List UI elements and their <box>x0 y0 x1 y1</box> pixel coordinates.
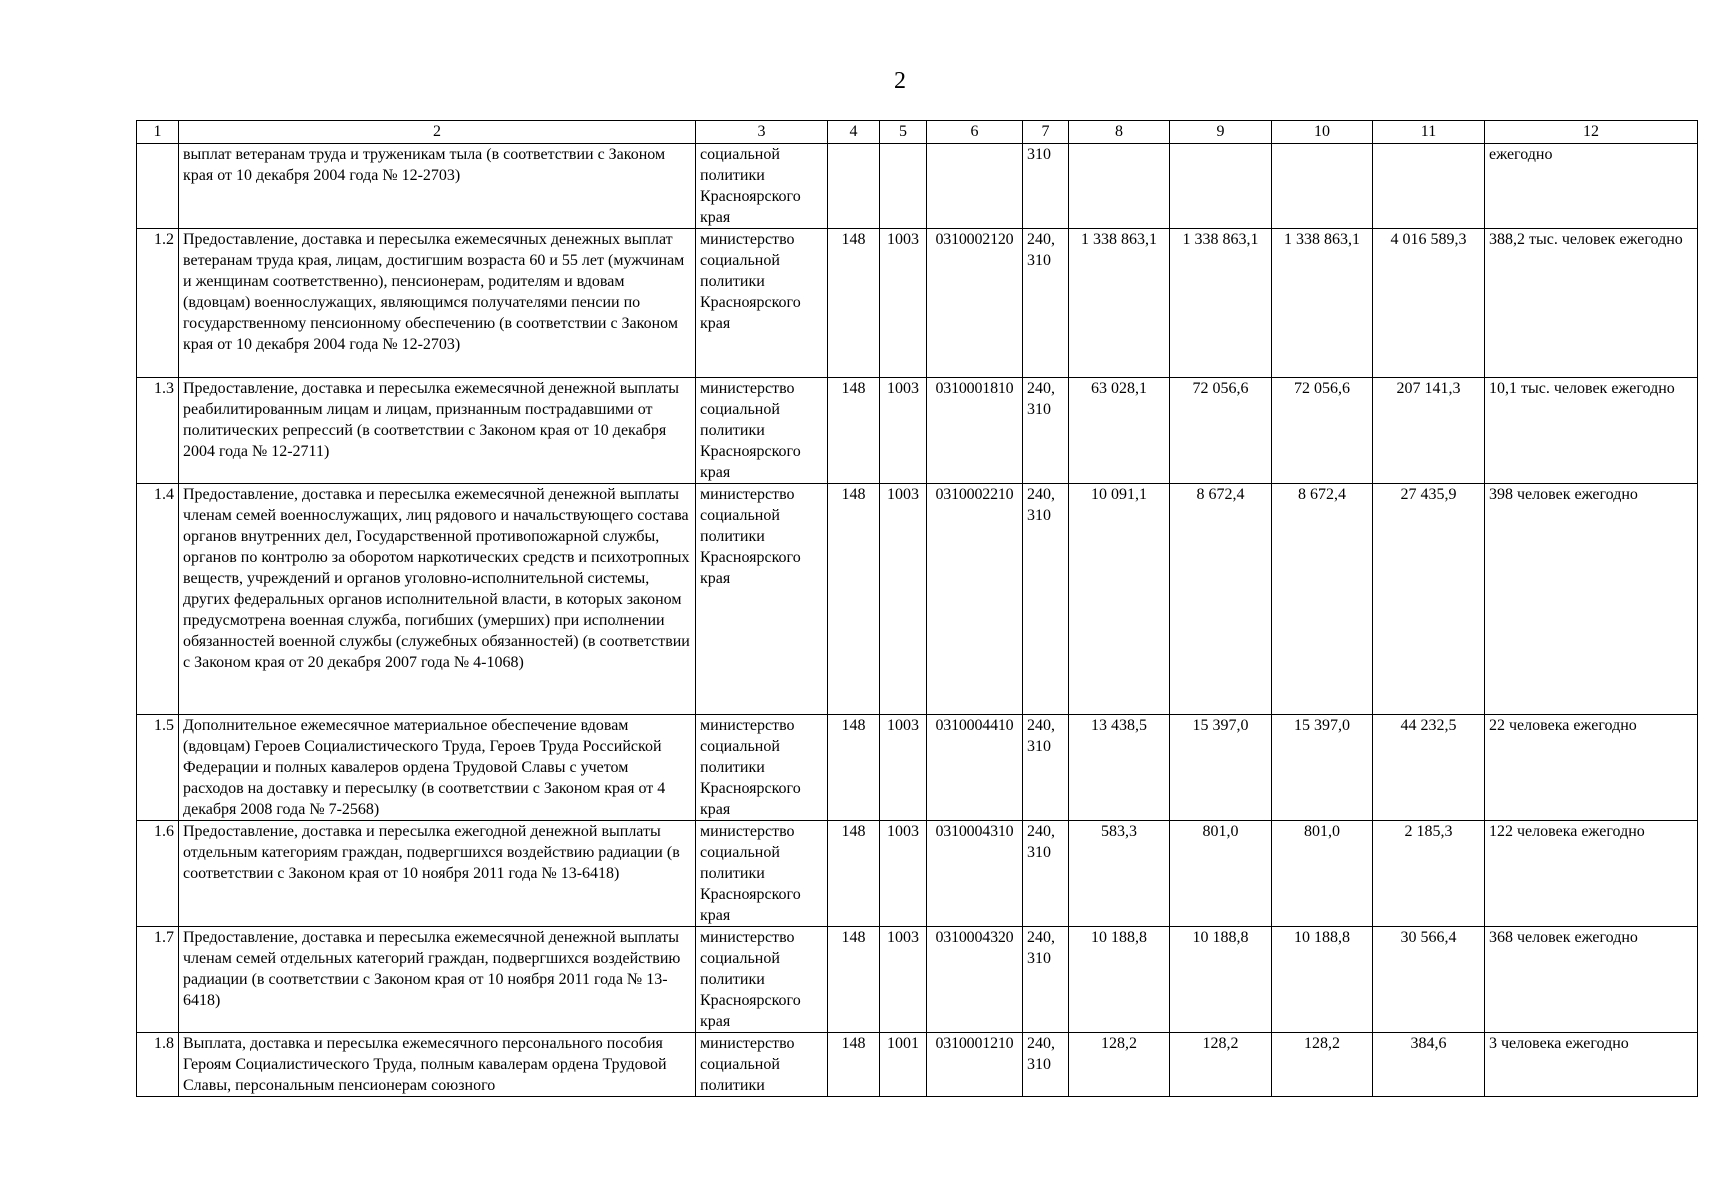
amount-year-3: 10 188,8 <box>1272 927 1373 1033</box>
grbs-code: 148 <box>828 821 880 927</box>
measure-description: Выплата, доставка и пересылка ежемесячного персонального пособия Героям Социалистического Труда, полным кавалерам ордена Трудовой Славы, персональным пенсионерам союзного <box>179 1033 696 1097</box>
measure-description: Дополнительное ежемесячное материальное обеспечение вдовам (вдовцам) Героев Социалистического Труда, Героев Труда Российской Федерации и полных кавалеров ордена Трудовой Славы с учетом расходов на доставку и пересылку (в соответствии с Законом края от 4 декабря 2008 года № 7-2568) <box>179 715 696 821</box>
row-number <box>137 144 179 229</box>
table-row <box>137 927 1698 1033</box>
amount-total: 384,6 <box>1373 1033 1485 1097</box>
measure-description: Предоставление, доставка и пересылка ежегодной денежной выплаты отдельным категориям граждан, подвергшихся воздействию радиации (в соответствии с Законом края от 10 ноября 2011 года № 13-6418) <box>179 821 696 927</box>
amount-total: 4 016 589,3 <box>1373 229 1485 378</box>
row-number: 1.3 <box>137 378 179 484</box>
row-number: 1.7 <box>137 927 179 1033</box>
amount-year-1: 1 338 863,1 <box>1069 229 1170 378</box>
measure-description: Предоставление, доставка и пересылка ежемесячной денежной выплаты членам семей отдельных категорий граждан, подвергшихся воздействию радиации (в соответствии с Законом края от 10 ноября 2011 года № 13-6418) <box>179 927 696 1033</box>
row-number: 1.4 <box>137 484 179 715</box>
amount-year-2: 15 397,0 <box>1170 715 1272 821</box>
section-code: 1003 <box>880 715 927 821</box>
target-article-code: 0310004410 <box>927 715 1023 821</box>
row-number: 1.5 <box>137 715 179 821</box>
measure-description: Предоставление, доставка и пересылка ежемесячных денежных выплат ветеранам труда края, лицам, достигшим возраста 60 и 55 лет (мужчинам и женщинам соответственно), пенсионерам, родителям и вдовам (вдовцам) военнослужащих, являющимся получателями пенсии по государственному пенсионному обеспечению (в соответствии с Законом края от 10 декабря 2004 года № 12-2703) <box>179 229 696 378</box>
table-row <box>137 821 1698 927</box>
expected-result: 368 человек ежегодно <box>1485 927 1698 1033</box>
target-article-code: 0310002120 <box>927 229 1023 378</box>
responsible-body: министерство социальной политики Красноярского края <box>696 484 828 715</box>
table-row <box>137 229 1698 378</box>
column-header: 2 <box>179 121 696 144</box>
amount-year-2 <box>1170 144 1272 229</box>
amount-total: 44 232,5 <box>1373 715 1485 821</box>
amount-year-1: 583,3 <box>1069 821 1170 927</box>
expense-type-code: 240, 310 <box>1023 821 1069 927</box>
column-header: 12 <box>1485 121 1698 144</box>
column-header: 3 <box>696 121 828 144</box>
amount-year-1: 10 188,8 <box>1069 927 1170 1033</box>
table-row <box>137 378 1698 484</box>
expected-result: 22 человека ежегодно <box>1485 715 1698 821</box>
column-header: 10 <box>1272 121 1373 144</box>
grbs-code: 148 <box>828 927 880 1033</box>
amount-total: 207 141,3 <box>1373 378 1485 484</box>
grbs-code <box>828 144 880 229</box>
row-number: 1.6 <box>137 821 179 927</box>
amount-year-2: 128,2 <box>1170 1033 1272 1097</box>
amount-year-1: 63 028,1 <box>1069 378 1170 484</box>
grbs-code: 148 <box>828 229 880 378</box>
target-article-code: 0310004310 <box>927 821 1023 927</box>
expected-result: 398 человек ежегодно <box>1485 484 1698 715</box>
expected-result: 388,2 тыс. человек ежегодно <box>1485 229 1698 378</box>
responsible-body: министерство социальной политики Красноярского края <box>696 229 828 378</box>
amount-year-3: 801,0 <box>1272 821 1373 927</box>
measure-description: выплат ветеранам труда и труженикам тыла (в соответствии с Законом края от 10 декабря 2004 года № 12-2703) <box>179 144 696 229</box>
expense-type-code: 240, 310 <box>1023 927 1069 1033</box>
target-article-code: 0310001810 <box>927 378 1023 484</box>
column-header: 8 <box>1069 121 1170 144</box>
section-code: 1003 <box>880 821 927 927</box>
grbs-code: 148 <box>828 1033 880 1097</box>
section-code: 1001 <box>880 1033 927 1097</box>
expected-result: 122 человека ежегодно <box>1485 821 1698 927</box>
responsible-body: министерство социальной политики <box>696 1033 828 1097</box>
expense-type-code: 240, 310 <box>1023 378 1069 484</box>
grbs-code: 148 <box>828 715 880 821</box>
expense-type-code: 240, 310 <box>1023 1033 1069 1097</box>
amount-year-2: 801,0 <box>1170 821 1272 927</box>
table-row <box>137 144 1698 229</box>
column-header: 1 <box>137 121 179 144</box>
responsible-body: министерство социальной политики Красноярского края <box>696 821 828 927</box>
amount-year-3: 8 672,4 <box>1272 484 1373 715</box>
amount-year-2: 10 188,8 <box>1170 927 1272 1033</box>
amount-year-3: 72 056,6 <box>1272 378 1373 484</box>
expense-type-code: 310 <box>1023 144 1069 229</box>
target-article-code: 0310004320 <box>927 927 1023 1033</box>
amount-year-3 <box>1272 144 1373 229</box>
column-header: 7 <box>1023 121 1069 144</box>
table-row <box>137 715 1698 821</box>
amount-year-1: 128,2 <box>1069 1033 1170 1097</box>
column-number-row <box>137 121 1698 144</box>
amount-year-1: 13 438,5 <box>1069 715 1170 821</box>
expected-result: 10,1 тыс. человек ежегодно <box>1485 378 1698 484</box>
expense-type-code: 240, 310 <box>1023 715 1069 821</box>
amount-year-3: 15 397,0 <box>1272 715 1373 821</box>
program-table <box>136 120 1698 1097</box>
amount-year-3: 128,2 <box>1272 1033 1373 1097</box>
column-header: 11 <box>1373 121 1485 144</box>
target-article-code <box>927 144 1023 229</box>
section-code: 1003 <box>880 229 927 378</box>
target-article-code: 0310001210 <box>927 1033 1023 1097</box>
amount-total: 30 566,4 <box>1373 927 1485 1033</box>
page-number: 2 <box>894 68 906 94</box>
amount-total: 2 185,3 <box>1373 821 1485 927</box>
column-header: 9 <box>1170 121 1272 144</box>
responsible-body: министерство социальной политики Красноярского края <box>696 378 828 484</box>
expense-type-code: 240, 310 <box>1023 229 1069 378</box>
expected-result: ежегодно <box>1485 144 1698 229</box>
grbs-code: 148 <box>828 378 880 484</box>
amount-total <box>1373 144 1485 229</box>
row-number: 1.8 <box>137 1033 179 1097</box>
expense-type-code: 240, 310 <box>1023 484 1069 715</box>
responsible-body: министерство социальной политики Красноярского края <box>696 927 828 1033</box>
target-article-code: 0310002210 <box>927 484 1023 715</box>
expected-result: 3 человека ежегодно <box>1485 1033 1698 1097</box>
column-header: 6 <box>927 121 1023 144</box>
column-header: 5 <box>880 121 927 144</box>
section-code: 1003 <box>880 484 927 715</box>
amount-year-3: 1 338 863,1 <box>1272 229 1373 378</box>
section-code <box>880 144 927 229</box>
amount-year-2: 8 672,4 <box>1170 484 1272 715</box>
row-number: 1.2 <box>137 229 179 378</box>
amount-year-1: 10 091,1 <box>1069 484 1170 715</box>
table-row <box>137 484 1698 715</box>
amount-total: 27 435,9 <box>1373 484 1485 715</box>
measure-description: Предоставление, доставка и пересылка ежемесячной денежной выплаты реабилитированным лицам и лицам, признанным пострадавшими от политических репрессий (в соответствии с Законом края от 10 декабря 2004 года № 12-2711) <box>179 378 696 484</box>
grbs-code: 148 <box>828 484 880 715</box>
amount-year-2: 1 338 863,1 <box>1170 229 1272 378</box>
amount-year-2: 72 056,6 <box>1170 378 1272 484</box>
section-code: 1003 <box>880 927 927 1033</box>
measure-description: Предоставление, доставка и пересылка ежемесячной денежной выплаты членам семей военнослужащих, лиц рядового и начальствующего состава органов внутренних дел, Государственной противопожарной службы, органов по контролю за оборотом наркотических средств и психотропных веществ, учреждений и органов уголовно-исполнительной системы, других федеральных органов исполнительной власти, в которых законом предусмотрена военная служба, погибших (умерших) при исполнении обязанностей военной службы (служебных обязанностей) (в соответствии с Законом края от 20 декабря 2007 года № 4-1068) <box>179 484 696 715</box>
section-code: 1003 <box>880 378 927 484</box>
amount-year-1 <box>1069 144 1170 229</box>
column-header: 4 <box>828 121 880 144</box>
responsible-body: социальной политики Красноярского края <box>696 144 828 229</box>
responsible-body: министерство социальной политики Красноярского края <box>696 715 828 821</box>
table-row <box>137 1033 1698 1097</box>
